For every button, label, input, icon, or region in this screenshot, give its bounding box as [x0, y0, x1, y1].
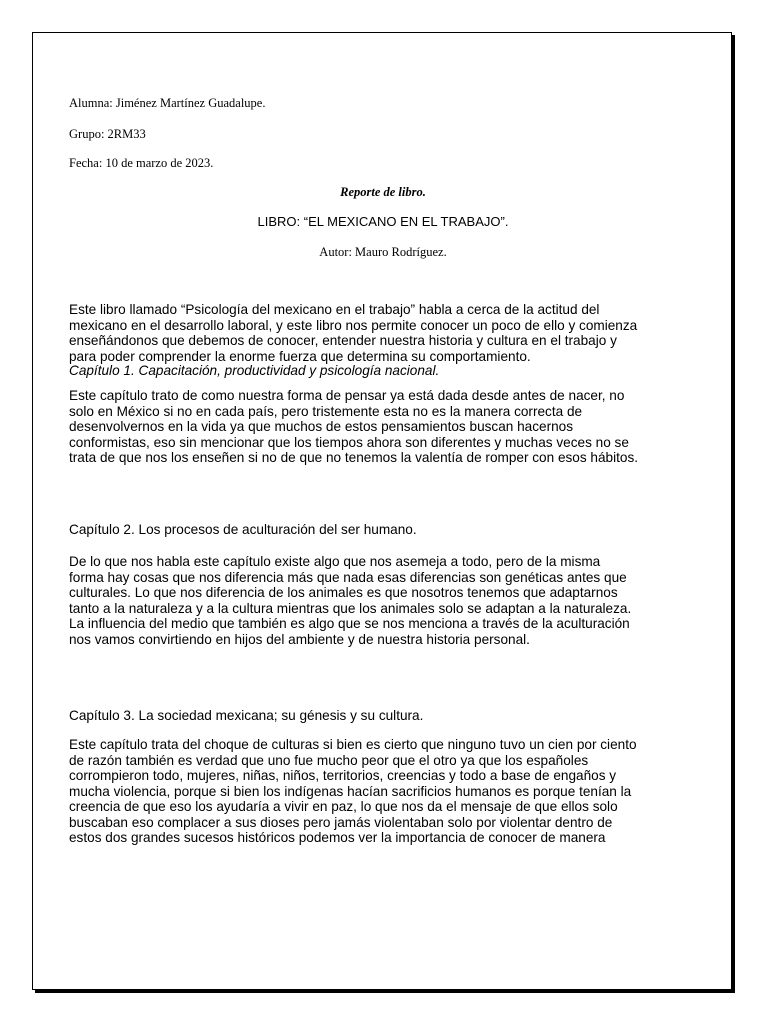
report-date: Fecha: 10 de marzo de 2023.	[69, 156, 214, 170]
student-name: Alumna: Jiménez Martínez Guadalupe.	[69, 96, 266, 110]
paragraph-line: solo en México si no en cada país, pero tristemente esta no es la manera correcta de	[69, 403, 583, 419]
chapter-3-heading: Capítulo 3. La sociedad mexicana; su génesis y su cultura.	[69, 708, 424, 723]
chapter-3-paragraph	[69, 737, 699, 846]
chapter-1-paragraph	[69, 388, 699, 466]
book-title: LIBRO: “EL MEXICANO EN EL TRABAJO”.	[257, 214, 509, 229]
intro-paragraph	[69, 302, 699, 364]
book-author: Autor: Mauro Rodríguez.	[319, 245, 447, 259]
paragraph-line: La influencia del medio que también es algo que se nos menciona a través de la aculturación	[69, 616, 630, 631]
paragraph-line: Este capítulo trata del choque de culturas si bien es cierto que ninguno tuvo un cien por ciento	[69, 737, 637, 752]
paragraph-line: forma hay cosas que nos diferencia más que nada esas diferencias son genéticas antes que	[69, 569, 627, 585]
paragraph-line: desenvolvernos en la vida ya que muchos de estos pensamientos buscan hacernos	[69, 419, 574, 434]
paragraph-line: culturales. Lo que nos diferencia de los animales es que nosotros tenemos que adaptarnos	[69, 585, 618, 600]
paragraph-line: trata de que nos los enseñen si no de que no tenemos la valentía de romper con esos hábitos.	[69, 450, 639, 465]
paragraph-line: creencia de que eso los ayudaría a vivir en paz, lo que nos da el mensaje de que ellos solo	[69, 799, 618, 814]
paragraph-line: tanto a la naturaleza y a la cultura mientras que los animales solo se adaptan a la naturaleza.	[69, 600, 632, 616]
paragraph-line: nos vamos convirtiendo en hijos del ambiente y de nuestra historia personal.	[69, 631, 530, 647]
document-page	[32, 32, 732, 990]
paragraph-line: enseñándonos que debemos de conocer, entender nuestra historia y cultura en el trabajo y	[69, 333, 617, 348]
paragraph-line: De lo que nos habla este capítulo existe algo que nos asemeja a todo, pero de la misma	[69, 554, 601, 569]
paragraph-line: para poder comprender la enorme fuerza que determina su comportamiento.	[69, 348, 531, 364]
chapter-1-heading: Capítulo 1. Capacitación, productividad y psicología nacional.	[69, 363, 440, 378]
paragraph-line: Este capítulo trato de como nuestra forma de pensar ya está dada desde antes de nacer, no	[69, 388, 625, 403]
student-group: Grupo: 2RM33	[69, 127, 146, 141]
paragraph-line: corrompieron todo, mujeres, niñas, niños, territorios, creencias y todo a base de engaños y	[69, 768, 617, 783]
paragraph-line: mexicano en el desarrollo laboral, y este libro nos permite conocer un poco de ello y comienza	[69, 317, 638, 333]
paragraph-line: de razón también es verdad que uno fue mucho peor que el otro ya que los españoles	[69, 752, 589, 768]
paragraph-line: buscaban eso complacer a sus dioses pero jamás violentaban solo por violentar dentro de	[69, 814, 613, 830]
paragraph-line: conformistas, eso sin mencionar que los tiempos ahora son diferentes y muchas veces no se	[69, 434, 629, 450]
chapter-2-paragraph	[69, 554, 699, 647]
paragraph-line: estos dos grandes sucesos históricos podemos ver la importancia de conocer de manera	[69, 830, 606, 845]
paragraph-line: Este libro llamado “Psicología del mexicano en el trabajo” habla a cerca de la actitud del	[69, 302, 600, 317]
paragraph-line: mucha violencia, porque si bien los indígenas hacían sacrificios humanos es porque tenían la	[69, 783, 632, 799]
chapter-2-heading: Capítulo 2. Los procesos de aculturación del ser humano.	[69, 522, 417, 537]
report-title: Reporte de libro.	[340, 185, 426, 199]
